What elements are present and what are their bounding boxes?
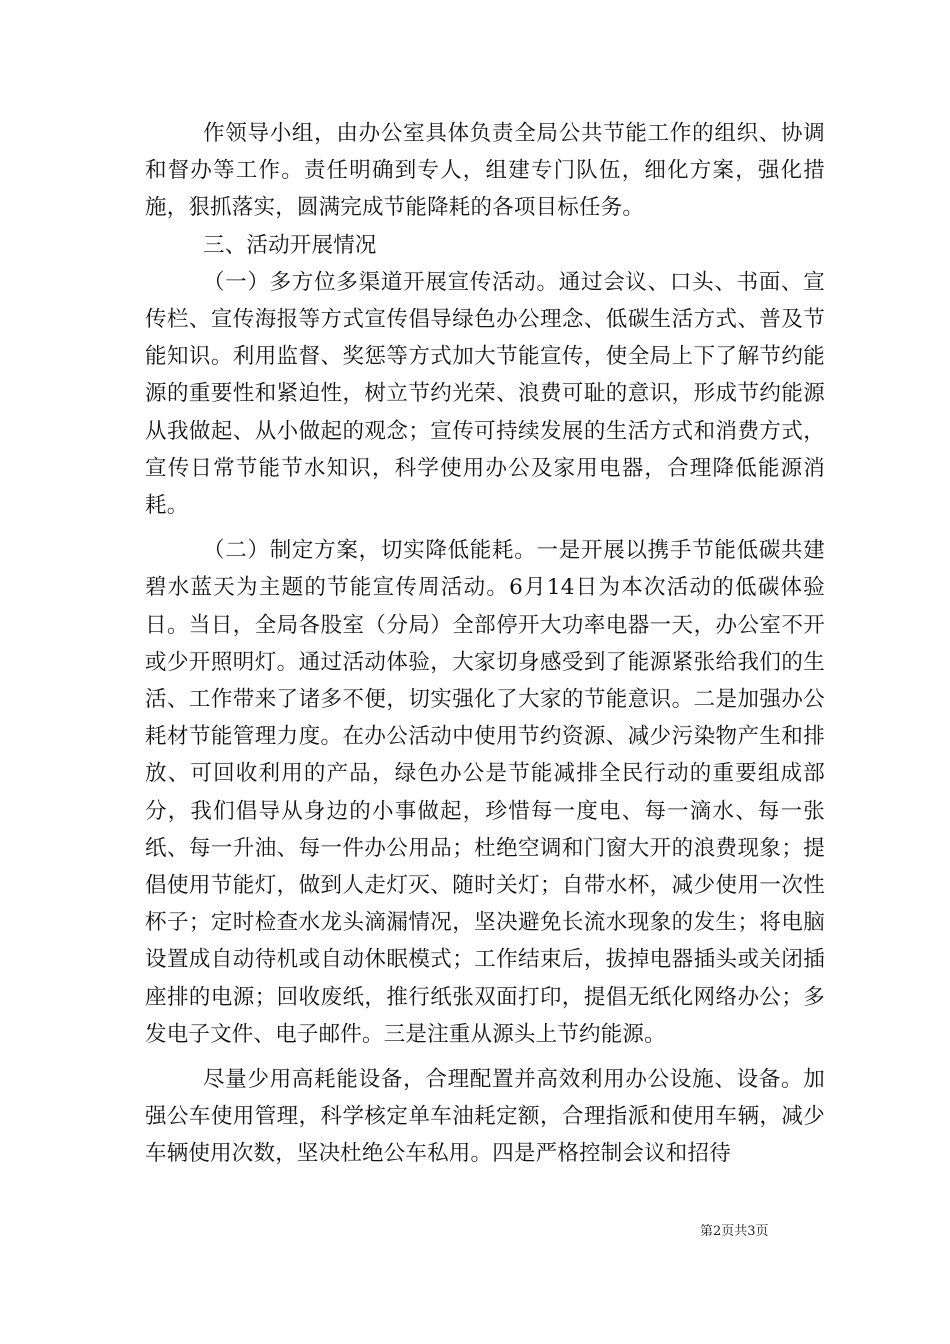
paragraph-continuation: 作领导小组，由办公室具体负责全局公共节能工作的组织、协调和督办等工作。责任明确到专人，组建专门队伍，细化方案，强化措施，狠抓落实，圆满完成节能降耗的各项目标任务。 <box>145 121 825 221</box>
page-number: 第2页共3页 <box>700 1224 769 1239</box>
document-body <box>145 115 825 1173</box>
section-heading: 三、活动开展情况 <box>203 232 377 258</box>
paragraph-plan: （二）制定方案，切实降低能耗。一是开展以携手节能低碳共建碧水蓝天为主题的节能宣传周活动。6月14日为本次活动的低碳体验日。当日，全局各股室（分局）全部停开大功率电器一天，办公室不开或少开照明灯。通过活动体验，大家切身感受到了能源紧张给我们的生活、工作带来了诸多不便，切实强化了大家的节能意识。二是加强办公耗材节能管理力度。在办公活动中使用节约资源、减少污染物产生和排放、可回收利用的产品，绿色办公是节能减排全民行动的重要组成部分，我们倡导从身边的小事做起，珍惜每一度电、每一滴水、每一张纸、每一升油、每一件办公用品；杜绝空调和门窗大开的浪费现象；提倡使用节能灯，做到人走灯灭、随时关灯；自带水杯，减少使用一次性杯子；定时检查水龙头滴漏情况，坚决避免长流水现象的发生；将电脑设置成自动待机或自动休眠模式；工作结束后，拔掉电器插头或关闭插座排的电源；回收废纸，推行纸张双面打印，提倡无纸化网络办公；多发电子文件、电子邮件。三是注重从源头上节约能源。 <box>145 538 825 1047</box>
paragraph-publicity: （一）多方位多渠道开展宣传活动。通过会议、口头、书面、宣传栏、宣传海报等方式宣传倡导绿色办公理念、低碳生活方式、普及节能知识。利用监督、奖惩等方式加大节能宣传，使全局上下了解节约能源的重要性和紧迫性，树立节约光荣、浪费可耻的意识，形成节约能源从我做起、从小做起的观念；宣传可持续发展的生活方式和消费方式，宣传日常节能节水知识，科学使用办公及家用电器，合理降低能源消耗。 <box>145 269 825 519</box>
paragraph-equipment: 尽量少用高耗能设备，合理配置并高效利用办公设施、设备。加强公车使用管理，科学核定单车油耗定额，合理指派和使用车辆，减少车辆使用次数，坚决杜绝公车私用。四是严格控制会议和招待 <box>145 1067 825 1167</box>
